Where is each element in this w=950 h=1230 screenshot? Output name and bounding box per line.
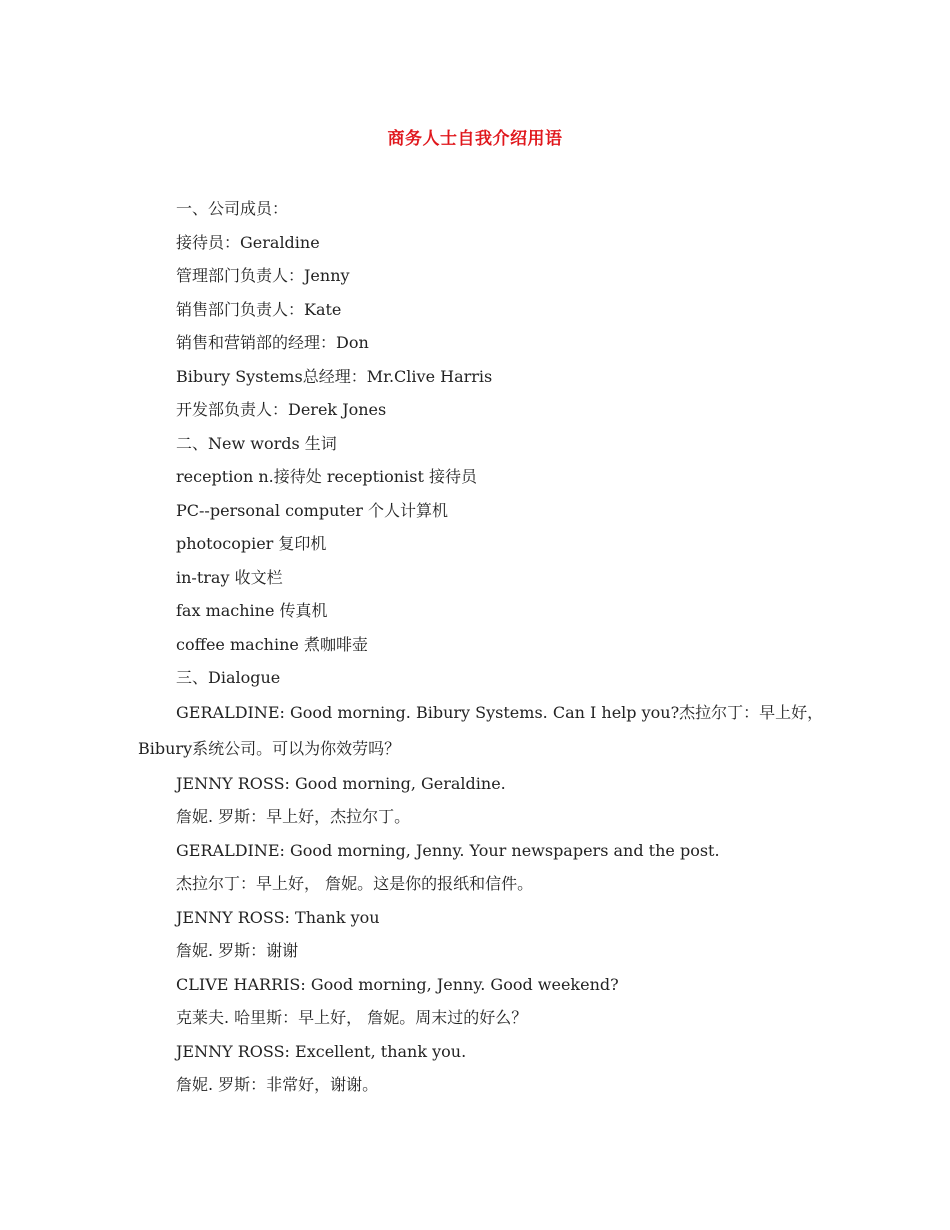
section-heading-dialogue: 三、Dialogue [176, 668, 281, 687]
text-line: reception n.接待处 receptionist 接待员 [176, 467, 477, 486]
dialogue-line: GERALDINE: Good morning, Jenny. Your newspapers and the post. [176, 840, 720, 860]
document-body [138, 192, 828, 1102]
dialogue-line: JENNY ROSS: Thank you [176, 907, 380, 927]
text-line: 接待员：Geraldine [176, 232, 320, 252]
dialogue-line: JENNY ROSS: Good morning, Geraldine. [176, 773, 506, 793]
dialogue-line: 詹妮. 罗斯：谢谢 [176, 941, 299, 960]
text-line: 销售和营销部的经理：Don [176, 333, 369, 352]
dialogue-line: 克莱夫. 哈里斯：早上好， 詹妮。周末过的好么？ [176, 1008, 528, 1027]
text-line: in-tray 收文栏 [176, 567, 283, 587]
text-line: photocopier 复印机 [176, 534, 327, 553]
text-line: coffee machine 煮咖啡壶 [176, 634, 368, 654]
dialogue-line: 詹妮. 罗斯：非常好，谢谢。 [176, 1075, 379, 1094]
section-heading-new-words: 二、New words 生词 [176, 433, 337, 453]
dialogue-line: JENNY ROSS: Excellent, thank you. [176, 1041, 467, 1061]
text-line: fax machine 传真机 [176, 601, 328, 620]
dialogue-line: CLIVE HARRIS: Good morning, Jenny. Good weekend? [176, 974, 619, 994]
section-heading-members: 一、公司成员： [176, 199, 289, 218]
dialogue-line: GERALDINE: Good morning. Bibury Systems. Can I help you?杰拉尔丁：早上好，Bibury系统公司。可以为你效劳吗？ [138, 702, 824, 758]
text-line: 销售部门负责人：Kate [176, 299, 342, 319]
page-title: 商务人士自我介绍用语 [387, 129, 563, 149]
dialogue-line: 杰拉尔丁：早上好， 詹妮。这是你的报纸和信件。 [176, 874, 534, 893]
text-line: PC--personal computer 个人计算机 [176, 500, 449, 520]
text-line: 开发部负责人：Derek Jones [176, 400, 387, 419]
dialogue-line: 詹妮. 罗斯：早上好，杰拉尔丁。 [176, 807, 411, 826]
text-line: 管理部门负责人：Jenny [176, 266, 350, 285]
text-line: Bibury Systems总经理：Mr.Clive Harris [176, 366, 493, 386]
